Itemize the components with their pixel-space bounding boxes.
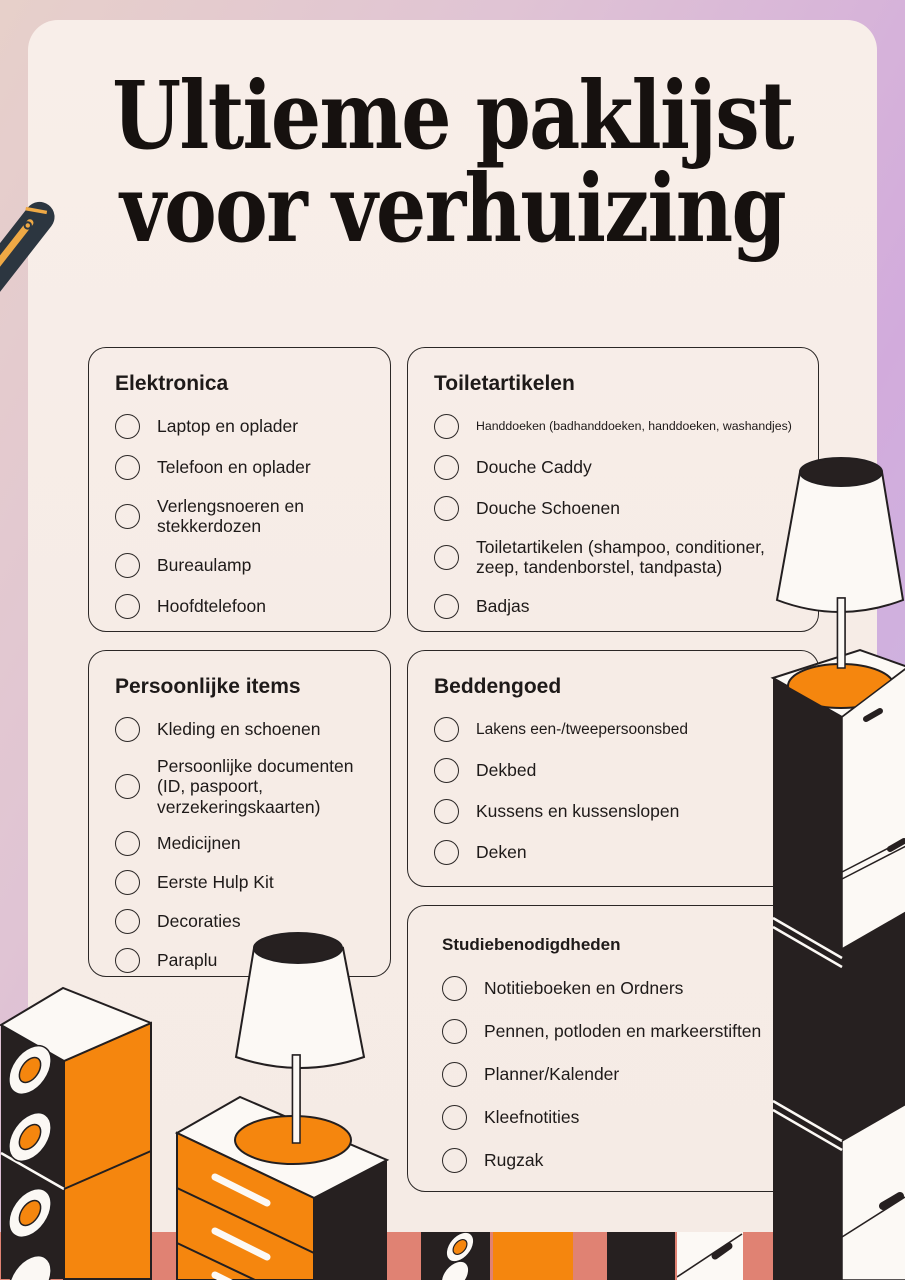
checkbox-circle[interactable] (442, 1062, 467, 1087)
checkbox-circle[interactable] (434, 799, 459, 824)
checklist-item (442, 1105, 792, 1130)
card-title-studiebenodigdheden: Studiebenodigdheden (442, 935, 621, 954)
checklist-item (434, 840, 792, 865)
speaker-tower-illustration (0, 963, 152, 1280)
checkbox-circle[interactable] (434, 840, 459, 865)
checklist-item-label: Pennen, potloden en markeerstiften (484, 1021, 762, 1042)
checkbox-circle[interactable] (434, 717, 459, 742)
checklist-item-label: Bureaulamp (157, 555, 252, 576)
checkbox-circle[interactable] (115, 909, 140, 934)
checklist-item (434, 537, 792, 578)
checkbox-circle[interactable] (434, 455, 459, 480)
checkbox-circle[interactable] (115, 414, 140, 439)
checklist-items (442, 976, 792, 1173)
page-title-line2: voor verhuizing (119, 154, 786, 265)
checklist-item (434, 496, 792, 521)
checkbox-circle[interactable] (434, 594, 459, 619)
checklist-item-label: Deken (476, 842, 527, 863)
checklist-item-label: Kleefnotities (484, 1107, 580, 1128)
checklist-item-label: Toiletartikelen (shampoo, conditioner, zeep, tandenborstel, tandpasta) (476, 537, 765, 578)
card-title-persoonlijke-items: Persoonlijke items (115, 675, 301, 698)
checklist-item (434, 717, 792, 742)
checklist-item-label: Medicijnen (157, 833, 241, 854)
checklist-item (442, 1148, 792, 1173)
checklist-item-label: Rugzak (484, 1150, 544, 1171)
checklist-item-label: Notitieboeken en Ordners (484, 978, 684, 999)
checklist-item-label: Laptop en oplader (157, 416, 299, 437)
checklist-item (442, 1062, 792, 1087)
checkbox-circle[interactable] (115, 831, 140, 856)
checkbox-circle[interactable] (115, 717, 140, 742)
checklist-item (434, 799, 792, 824)
card-title-elektronica: Elektronica (115, 372, 229, 395)
nightstand-with-lamp-illustration (163, 913, 403, 1280)
checklist-item (115, 455, 364, 480)
checklist-item-label: Dekbed (476, 760, 537, 781)
checklist-items (115, 414, 364, 619)
checklist-items (434, 717, 792, 865)
checklist-item-label: Paraplu (157, 950, 218, 971)
checklist-item-label: Hoofdtelefoon (157, 596, 266, 617)
checkbox-circle[interactable] (434, 758, 459, 783)
checklist-item-label: Verlengsnoeren en stekkerdozen (157, 496, 304, 537)
checklist-item (442, 1019, 792, 1044)
card-title-toiletartikelen: Toiletartikelen (434, 372, 575, 395)
checkbox-circle[interactable] (115, 594, 140, 619)
drawer-tower-with-lamp-illustration (768, 436, 905, 1280)
page-title-line1: Ultieme paklijst (112, 61, 793, 171)
checkbox-circle[interactable] (442, 1148, 467, 1173)
checkbox-circle[interactable] (115, 774, 140, 799)
checklist-item-label: Planner/Kalender (484, 1064, 620, 1085)
checkbox-circle[interactable] (434, 496, 459, 521)
checklist-item (434, 414, 792, 439)
checklist-item-label: Badjas (476, 596, 530, 617)
checkbox-circle[interactable] (115, 870, 140, 895)
checklist-item-label: Eerste Hulp Kit (157, 872, 274, 893)
checkbox-circle[interactable] (115, 455, 140, 480)
checklist-item (442, 976, 792, 1001)
checkbox-circle[interactable] (442, 976, 467, 1001)
page-title (72, 61, 832, 265)
checklist-card-beddengoed (407, 650, 819, 887)
checkbox-circle[interactable] (442, 1105, 467, 1130)
checklist-item (115, 414, 364, 439)
checkbox-circle[interactable] (442, 1019, 467, 1044)
checklist-card-toiletartikelen (407, 347, 819, 632)
checklist-item-label: Decoraties (157, 911, 241, 932)
mini-drawer-front-illustration (677, 1232, 743, 1280)
checklist-item (115, 756, 364, 817)
mini-speaker-block-illustration (421, 1232, 490, 1280)
checklist-item-label: Persoonlijke documenten (ID, paspoort, verzekeringskaarten) (157, 756, 354, 817)
checklist-item-label: Douche Schoenen (476, 498, 620, 519)
checklist-item-label: Douche Caddy (476, 457, 592, 478)
checklist-item (434, 455, 792, 480)
checklist-item-label: Handdoeken (badhanddoeken, handdoeken, washandjes) (476, 419, 792, 434)
checklist-item-label: Lakens een-/tweepersoonsbed (476, 720, 688, 738)
checkbox-circle[interactable] (434, 545, 459, 570)
checklist-item (434, 594, 792, 619)
checklist-item (115, 594, 364, 619)
checklist-items (434, 414, 792, 619)
checklist-item (115, 870, 364, 895)
checklist-card-elektronica (88, 347, 391, 632)
checklist-item (115, 831, 364, 856)
checklist-item-label: Telefoon en oplader (157, 457, 311, 478)
checkbox-circle[interactable] (115, 553, 140, 578)
checkbox-circle[interactable] (434, 414, 459, 439)
checklist-item (115, 496, 364, 537)
mini-orange-block-illustration (493, 1232, 573, 1280)
checklist-item (115, 553, 364, 578)
checklist-item (115, 717, 364, 742)
checklist-item-label: Kussens en kussenslopen (476, 801, 680, 822)
mini-black-block-illustration (607, 1232, 675, 1280)
card-title-beddengoed: Beddengoed (434, 675, 562, 698)
checklist-card-studiebenodigdheden (407, 905, 819, 1192)
checklist-item-label: Kleding en schoenen (157, 719, 321, 740)
checkbox-circle[interactable] (115, 504, 140, 529)
checklist-item (434, 758, 792, 783)
